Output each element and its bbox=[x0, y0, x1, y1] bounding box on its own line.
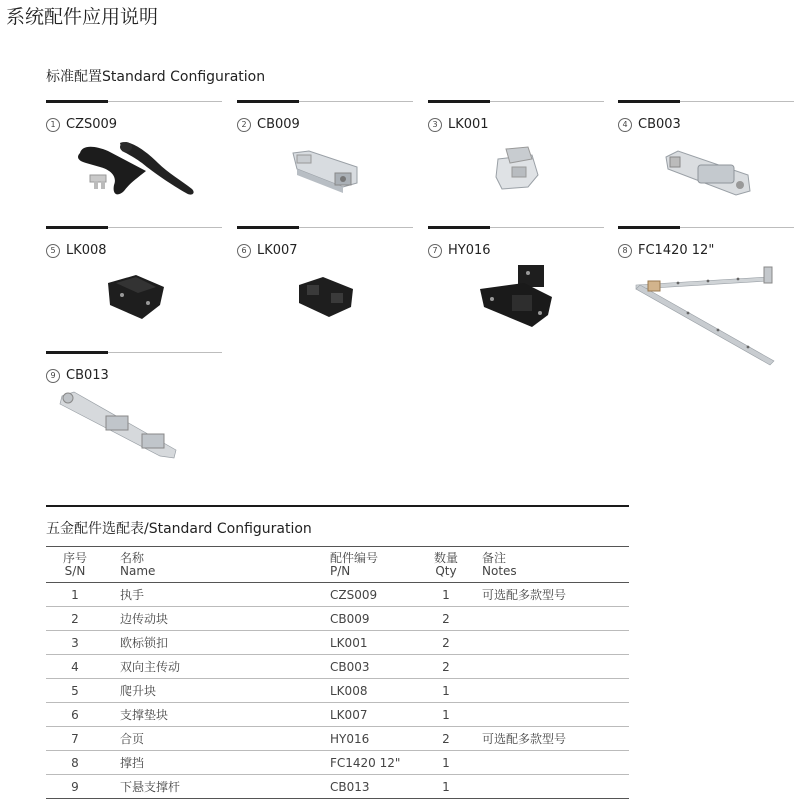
part-number-badge: 6 bbox=[237, 244, 251, 258]
cell-pn: LK008 bbox=[330, 679, 418, 703]
cell-sn: 6 bbox=[46, 703, 104, 727]
table-row bbox=[46, 583, 629, 607]
cell-sn: 8 bbox=[46, 751, 104, 775]
table-header-row bbox=[46, 547, 629, 583]
cell-notes bbox=[474, 631, 629, 655]
header-name bbox=[104, 547, 330, 583]
window-handle-image bbox=[46, 135, 222, 205]
part-card-lk001 bbox=[428, 101, 604, 221]
part-card-fc1420 bbox=[618, 227, 794, 347]
header-en: S/N bbox=[64, 564, 86, 578]
header-pn bbox=[330, 547, 418, 583]
configuration-table bbox=[46, 546, 629, 799]
header-en: Name bbox=[120, 564, 156, 578]
support-pad-image bbox=[237, 261, 413, 331]
cell-name: 支撑垫块 bbox=[104, 703, 330, 727]
table-row bbox=[46, 703, 629, 727]
header-sn bbox=[46, 547, 104, 583]
cell-pn: FC1420 12" bbox=[330, 751, 418, 775]
card-rule-accent bbox=[618, 226, 680, 229]
cell-qty: 2 bbox=[418, 727, 474, 751]
part-code: CZS009 bbox=[66, 117, 118, 132]
part-code: CB009 bbox=[257, 117, 300, 132]
card-rule-accent bbox=[46, 100, 108, 103]
part-card-cb009 bbox=[237, 101, 413, 221]
cell-sn: 4 bbox=[46, 655, 104, 679]
part-card-czs009 bbox=[46, 101, 222, 221]
cell-qty: 1 bbox=[418, 775, 474, 799]
header-en: P/N bbox=[330, 564, 351, 578]
cell-notes bbox=[474, 607, 629, 631]
card-rule-accent bbox=[618, 100, 680, 103]
part-number-badge: 9 bbox=[46, 369, 60, 383]
part-number-badge: 8 bbox=[618, 244, 632, 258]
cell-pn: CB003 bbox=[330, 655, 418, 679]
cell-notes bbox=[474, 751, 629, 775]
cell-qty: 2 bbox=[418, 655, 474, 679]
cell-sn: 7 bbox=[46, 727, 104, 751]
table-row bbox=[46, 751, 629, 775]
part-number-badge: 7 bbox=[428, 244, 442, 258]
part-card-lk007 bbox=[237, 227, 413, 347]
table-row bbox=[46, 607, 629, 631]
section-title: 标准配置Standard Configuration bbox=[46, 69, 266, 85]
card-rule-accent bbox=[237, 226, 299, 229]
cell-name: 欧标锁扣 bbox=[104, 631, 330, 655]
cell-name: 下悬支撑杆 bbox=[104, 775, 330, 799]
cell-qty: 1 bbox=[418, 751, 474, 775]
cell-notes bbox=[474, 775, 629, 799]
cell-qty: 1 bbox=[418, 583, 474, 607]
cell-pn: CZS009 bbox=[330, 583, 418, 607]
table-row bbox=[46, 775, 629, 799]
cell-pn: HY016 bbox=[330, 727, 418, 751]
cell-sn: 3 bbox=[46, 631, 104, 655]
cell-name: 执手 bbox=[104, 583, 330, 607]
part-label bbox=[46, 368, 109, 383]
cell-sn: 5 bbox=[46, 679, 104, 703]
cell-name: 合页 bbox=[104, 727, 330, 751]
header-qty bbox=[418, 547, 474, 583]
cell-pn: CB009 bbox=[330, 607, 418, 631]
part-code: LK007 bbox=[257, 243, 298, 258]
part-code: CB003 bbox=[638, 117, 681, 132]
cell-qty: 2 bbox=[418, 631, 474, 655]
table-top-rule bbox=[46, 505, 629, 507]
part-code: CB013 bbox=[66, 368, 109, 383]
part-code: HY016 bbox=[448, 243, 491, 258]
transmission-block-image bbox=[237, 135, 413, 205]
page-title: 系统配件应用说明 bbox=[6, 6, 159, 28]
part-number-badge: 1 bbox=[46, 118, 60, 132]
part-label bbox=[237, 243, 298, 258]
table-row bbox=[46, 631, 629, 655]
header-en: Qty bbox=[435, 564, 457, 578]
window-stay-image bbox=[618, 261, 794, 371]
cell-notes: 可选配多款型号 bbox=[474, 583, 629, 607]
part-code: LK008 bbox=[66, 243, 107, 258]
climb-block-image bbox=[46, 261, 222, 331]
cell-notes bbox=[474, 655, 629, 679]
table-title: 五金配件选配表/Standard Configuration bbox=[46, 521, 312, 537]
cell-notes bbox=[474, 679, 629, 703]
cell-sn: 9 bbox=[46, 775, 104, 799]
part-code: FC1420 12" bbox=[638, 243, 715, 258]
part-card-hy016 bbox=[428, 227, 604, 347]
card-rule-accent bbox=[46, 226, 108, 229]
main-transmission-image bbox=[618, 135, 794, 205]
cell-name: 双向主传动 bbox=[104, 655, 330, 679]
cell-qty: 1 bbox=[418, 679, 474, 703]
header-zh: 数量 bbox=[433, 551, 458, 565]
cell-name: 撑挡 bbox=[104, 751, 330, 775]
part-label bbox=[46, 117, 117, 132]
part-label bbox=[428, 117, 489, 132]
table-row bbox=[46, 655, 629, 679]
header-en: Notes bbox=[482, 564, 517, 578]
part-number-badge: 3 bbox=[428, 118, 442, 132]
part-number-badge: 5 bbox=[46, 244, 60, 258]
cell-qty: 2 bbox=[418, 607, 474, 631]
cell-pn: CB013 bbox=[330, 775, 418, 799]
card-rule-accent bbox=[428, 100, 490, 103]
part-card-cb013 bbox=[46, 352, 222, 472]
part-label bbox=[237, 117, 300, 132]
table-row bbox=[46, 679, 629, 703]
cell-name: 边传动块 bbox=[104, 607, 330, 631]
part-code: LK001 bbox=[448, 117, 489, 132]
hinge-image bbox=[428, 261, 604, 333]
cell-pn: LK007 bbox=[330, 703, 418, 727]
lock-keeper-image bbox=[428, 135, 604, 205]
part-number-badge: 2 bbox=[237, 118, 251, 132]
cell-sn: 1 bbox=[46, 583, 104, 607]
cell-sn: 2 bbox=[46, 607, 104, 631]
header-zh: 备注 bbox=[482, 551, 507, 565]
part-label bbox=[46, 243, 107, 258]
support-rod-image bbox=[46, 386, 222, 466]
part-number-badge: 4 bbox=[618, 118, 632, 132]
header-notes bbox=[474, 547, 629, 583]
card-rule-accent bbox=[428, 226, 490, 229]
part-card-lk008 bbox=[46, 227, 222, 347]
card-rule-accent bbox=[237, 100, 299, 103]
header-zh: 序号 bbox=[62, 551, 87, 565]
cell-notes: 可选配多款型号 bbox=[474, 727, 629, 751]
header-zh: 名称 bbox=[120, 551, 145, 565]
part-label bbox=[618, 117, 681, 132]
card-rule-accent bbox=[46, 351, 108, 354]
table-row bbox=[46, 727, 629, 751]
cell-name: 爬升块 bbox=[104, 679, 330, 703]
header-zh: 配件编号 bbox=[330, 551, 379, 565]
cell-qty: 1 bbox=[418, 703, 474, 727]
cell-notes bbox=[474, 703, 629, 727]
part-label bbox=[428, 243, 491, 258]
part-card-cb003 bbox=[618, 101, 794, 221]
part-label bbox=[618, 243, 714, 258]
cell-pn: LK001 bbox=[330, 631, 418, 655]
